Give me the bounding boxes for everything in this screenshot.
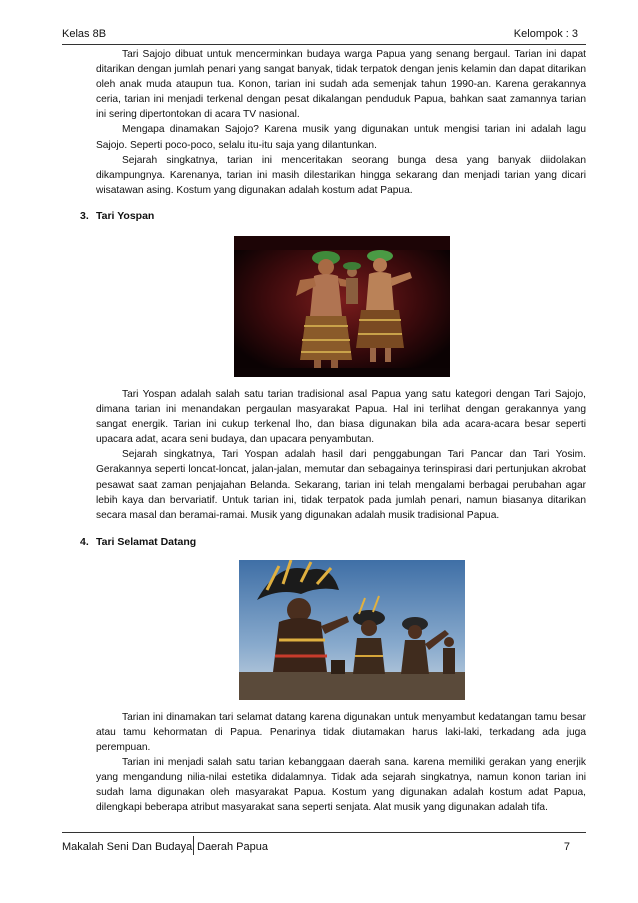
section-heading-selamat-datang — [80, 535, 586, 550]
section-heading-yospan — [80, 209, 586, 224]
page-footer — [62, 832, 586, 855]
section-number: 4. — [80, 535, 89, 548]
yospan-paragraph: Sejarah singkatnya, Tari Yospan adalah hasil dari penggabungan Tari Pancar dan Tari Yosim. Gerakannya seperti loncat-loncat, jalan-jalan, memutar dan sebagainya terinspirasi dari pertunjukan akrobat pesawat saat zaman penjajahan Belanda. Sekarang, tarian ini telah mengalami berbagai perubahan agar lebih kaya dan bervariatif. Untuk tarian ini, tidak terpatok pada jumlah penari, namun biasanya ditarikan secara masal dan beramai-ramai. Musik yang digunakan adalah musik tradisional Papua. — [96, 449, 586, 521]
selamat-datang-paragraph: Tarian ini menjadi salah satu tarian kebanggaan daerah sana. karena memiliki gerakan yang enerjik yang mengandung nilia-nilai estetika didalamnya. Tidak ada sejarah singkatnya, namun konon tarian ini sudah lama digunakan oleh masyarakat Papua. Kostum yang digunakan adalah kostum adat Papua, dilengkapi beberapa atribut masyarakat sana seperti senjata. Alat musik yang digunakan adalah tifa. — [96, 757, 586, 814]
header-class: Kelas 8B — [62, 28, 107, 40]
intro-paragraph: Tari Sajojo dibuat untuk mencerminkan budaya warga Papua yang senang bergaul. Tarian ini dapat ditarikan dengan jumlah penari yang sangat banyak, tidak terpatok dengan jenis kelamin dan dapat ditarikan oleh anak muda ataupun tua. Konon, tarian ini sudah ada semenjak tahun 1990-an. Karena gerakannya ceria, tarian ini menjadi terkenal dengan pesat dikalangan penduduk Papua, bahkan saat zamannya tarian ini sering dipertontokan di acara TV nasional. — [96, 49, 586, 121]
header-group: Kelompok : 3 — [513, 28, 578, 40]
selamat-datang-dancers-photo — [239, 560, 465, 700]
section-number: 3. — [80, 209, 89, 222]
page-number: 7 — [563, 841, 570, 853]
yospan-dancers-photo — [234, 236, 450, 377]
footer-subtitle: Daerah Papua — [197, 841, 268, 853]
section-title: Tari Selamat Datang — [96, 535, 197, 548]
section-title: Tari Yospan — [96, 209, 155, 222]
intro-paragraph: Mengapa dinamakan Sajojo? Karena musik yang digunakan untuk mengisi tarian ini adalah lagu Sajojo. Seperti poco-poco, selalu itu-itu saja yang dilantunkan. — [96, 124, 586, 151]
footer-divider — [193, 836, 194, 855]
page-header — [62, 26, 586, 45]
page-content — [80, 47, 586, 815]
selamat-datang-paragraph: Tarian ini dinamakan tari selamat datang karena digunakan untuk menyambut kedatangan tamu besar atau tamu kehormatan di Papua. Penarinya tidak diutamakan harus laki-laki, terkadang ada juga perempuan. — [96, 711, 586, 753]
intro-paragraph: Sejarah singkatnya, tarian ini menceritakan seorang bunga desa yang banyak diidolakan dikampungnya. Karenanya, tarian ini masih dilestarikan hingga sekarang dan menjadi tarian yang dicari wisatawan asing. Kostum yang digunakan adalah kostum adat Papua. — [96, 154, 586, 196]
footer-title: Makalah Seni Dan Budaya — [62, 841, 193, 853]
yospan-paragraph: Tari Yospan adalah salah satu tarian tradisional asal Papua yang satu kategori dengan Tari Sajojo, dimana tarian ini menandakan pergaulan masyarakat Papua. Hal ini terlihat dengan gerakannya yang sangat energik. Tarian ini cukup terkenal lho, dan biasa digunakan bila ada acara-acara besar seperti upacara adat, acara seni budaya, dan upacara penyambutan. — [96, 388, 586, 446]
